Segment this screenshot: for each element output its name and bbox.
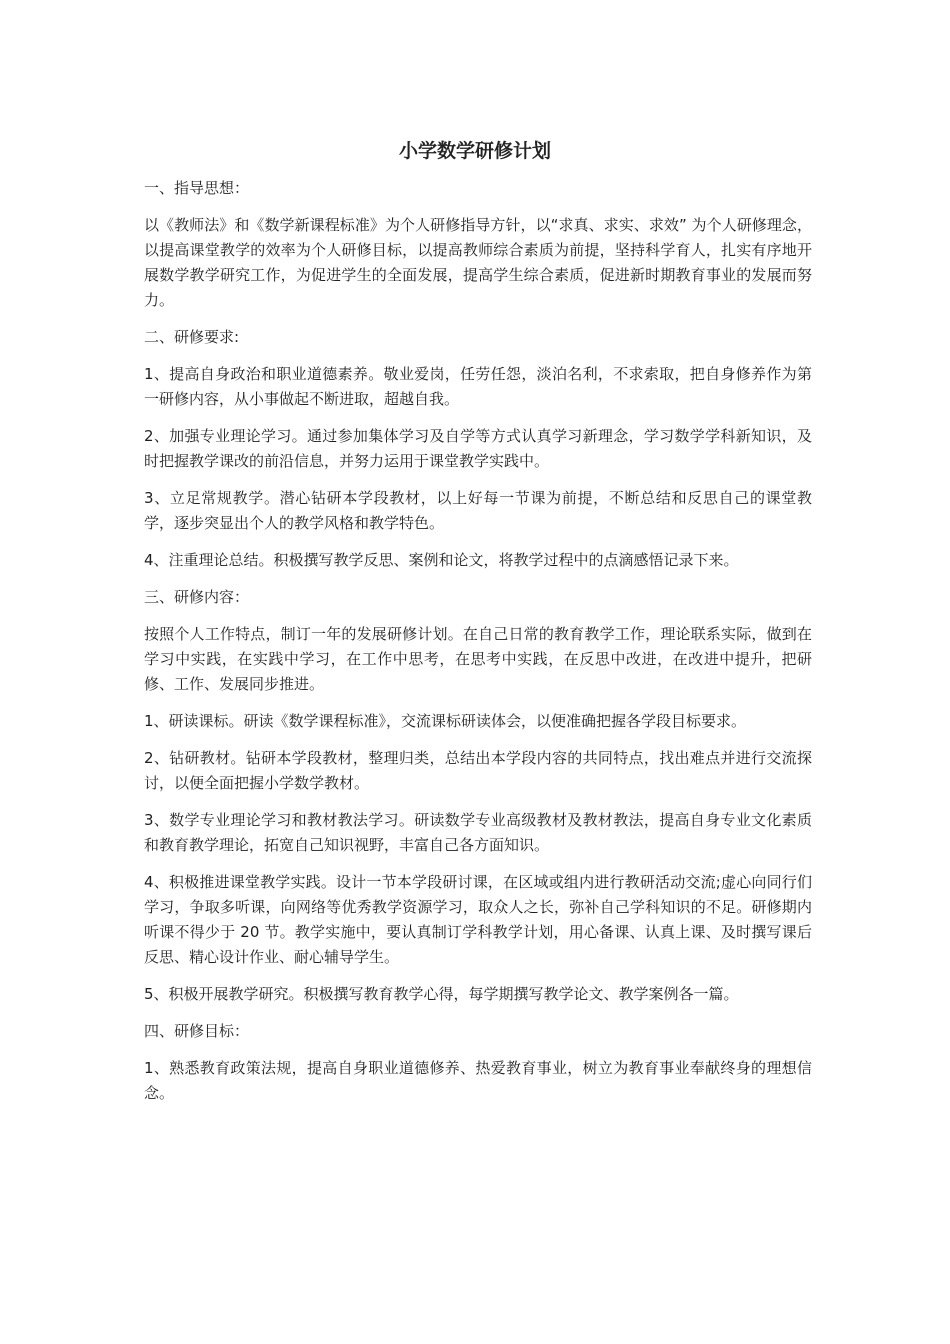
section-heading-goals: 四、研修目标： [144, 1022, 250, 1040]
section-heading-requirements: 二、研修要求: [144, 328, 240, 346]
requirement-item-2: 2、加强专业理论学习。通过参加集体学习及自学等方式认真学习新理念，学习数学学科新知识，及时把握教学课改的前沿信息，并努力运用于课堂教学实践中。 [144, 427, 812, 470]
requirement-item-3: 3、立足常规教学。潜心钻研本学段教材，以上好每一节课为前提，不断总结和反思自己的课堂教学，逐步突显出个人的教学风格和教学特色。 [144, 489, 812, 532]
goal-item-1: 1、熟悉教育政策法规，提高自身职业道德修养、热爱教育事业，树立为教育事业奉献终身的理想信念。 [144, 1059, 812, 1102]
content-item-2: 2、钻研教材。钻研本学段教材，整理归类，总结出本学段内容的共同特点，找出难点并进行交流探讨，以便全面把握小学数学教材。 [144, 749, 812, 792]
content-item-1: 1、研读课标。研读《数学课程标准》，交流课标研读体会，以便准确把握各学段目标要求。 [144, 712, 747, 730]
requirement-item-1: 1、提高自身政治和职业道德素养。敬业爱岗，任劳任怨，淡泊名利，不求索取，把自身修养作为第一研修内容，从小事做起不断进取，超越自我。 [144, 365, 812, 408]
section-heading-guiding-thought: 一、指导思想： [144, 179, 250, 197]
requirement-item-4: 4、注重理论总结。积极撰写教学反思、案例和论文，将教学过程中的点滴感悟记录下来。 [144, 551, 739, 569]
document-title: 小学数学研修计划 [398, 140, 551, 162]
content-item-3: 3、数学专业理论学习和教材教法学习。研读数学专业高级教材及教材教法，提高自身专业文化素质和教育教学理论，拓宽自己知识视野，丰富自己各方面知识。 [144, 811, 812, 854]
section-heading-content: 三、研修内容： [144, 588, 250, 606]
document-body [144, 176, 812, 1118]
content-item-5: 5、积极开展教学研究。积极撰写教育教学心得，每学期撰写教学论文、教学案例各一篇。 [144, 985, 739, 1003]
paragraph-guiding-thought: 以《教师法》和《数学新课程标准》为个人研修指导方针，以“求真、求实、求效” 为个人研修理念，以提高课堂教学的效率为个人研修目标，以提高教师综合素质为前提，坚持科学育人，扎实有序地开展数学教学研究工作，为促进学生的全面发展，提高学生综合素质，促进新时期教育事业的发展而努力。 [144, 216, 812, 309]
content-item-4: 4、积极推进课堂教学实践。设计一节本学段研讨课，在区域或组内进行教研活动交流;虚心向同行们学习，争取多听课，向网络等优秀教学资源学习，取众人之长，弥补自己学科知识的不足。研修期内听课不得少于 20 节。教学实施中，要认真制订学科教学计划，用心备课、认真上课、及时撰写课后反思、精心设计作业、耐心辅导学生。 [144, 873, 812, 966]
paragraph-content-intro: 按照个人工作特点，制订一年的发展研修计划。在自己日常的教育教学工作，理论联系实际，做到在学习中实践，在实践中学习，在工作中思考，在思考中实践，在反思中改进，在改进中提升，把研修、工作、发展同步推进。 [144, 625, 812, 693]
